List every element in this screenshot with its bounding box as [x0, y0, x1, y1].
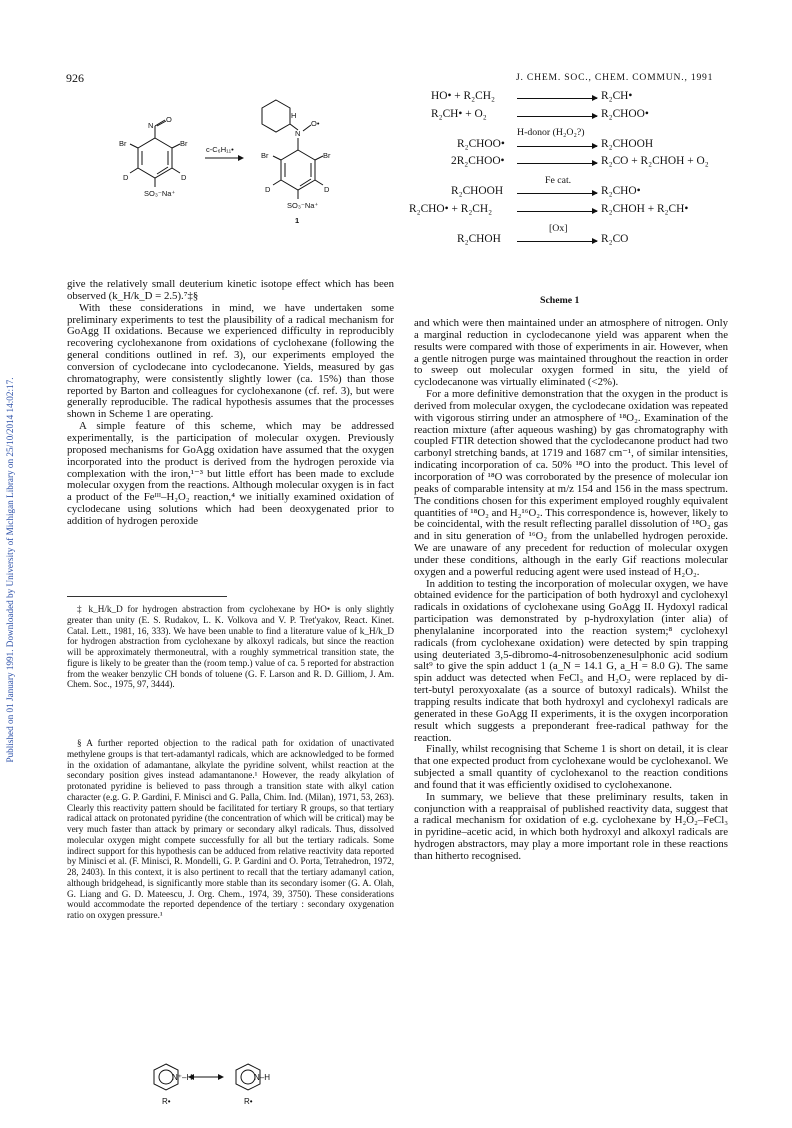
- paragraph: Finally, whilst recognising that Scheme 1 is short on detail, it is clear that one expected product from cyclohexane would be cyclohexanol. We subjected a small quantity of cyclohexanol to the reaction conditions and found that it was efficiently oxidised to cyclohexanone.: [414, 743, 728, 791]
- scheme-line-6-left: R₂CHO• + R₂CH₂: [409, 203, 493, 215]
- label-so3-right: SO₃⁻Na⁺: [287, 201, 319, 210]
- label-d-right-1: D: [265, 185, 271, 194]
- footnote-text: § A further reported objection to the radical path for oxidation of unactivated methylene groups is that tert-adamantyl radicals, which are acknowledged to be formed in the oxidation of adamantane, alkylate the pyridine solvent, whilst reaction at the secondary position gives instead adamantanone.¹ However, the ready alkylation of protonated pyridine is believed to pass through a transition state with alkyl cation character (e.g. G. P. Gardini, F. Minisci and G. Palla, Chim. Ind. (Milan), 1971, 53, 263). Clearly this reactivity pattern should be facilitated for tertiary R groups, so that tertiary radical attack on protonated pyridine (the concentration of which will be critical) may be very much faster than attack by primary or secondary alkyl radicals. Thus, dissolved molecular oxygen might compete successfully for all but the tertiary radicals. Some indirect support for this hypothesis can be adduced from relative reactivity data reported by Minisci et al. (F. Minisci, R. Mondelli, G. P. Gardini and O. Porta, Tetrahedron, 1972, 28, 2403). In this context, it is also pertinent to recall that the tertiary adamanyl cation, although bridgehead, is significantly more stable than its secondary isomer (G. A. Olah, G. Liang and G. D. Mateescu, J. Org. Chem., 1974, 39, 3750). These considerations would accommodate the reported dependence of the tertiary : secondary oxygenation ratio on oxygen pressure.¹: [67, 738, 394, 920]
- pyridinium-left-label: N⁺–H: [172, 1073, 193, 1082]
- scheme-line-2-left: R₂CH• + O₂: [431, 108, 487, 120]
- scheme-arrow-4: [517, 163, 597, 164]
- pyridinium-right-r: R•: [244, 1097, 253, 1106]
- scheme-line-6-right: R₂CHOH + R₂CH•: [601, 203, 689, 215]
- paragraph: In addition to testing the incorporation of molecular oxygen, we have obtained evidence for the participation of both hydroxyl and cyclohexyl radicals in oxidations of cyclohexane using GoAgg II. Hydoxyl radical participation was demonstrated by p-hydroxylation (inter alia) of phenylalanine incorporated into the reaction system;⁸ cyclohexyl radicals (from cyclohexane oxidation) were detected by spin trapping using deuteriated 3,5-dibromo-4-nitrosobenzenesulphonic acid sodium salt⁹ to give the spin adduct 1 (a_N = 14.1 G, a_H = 8.0 G). The same spin adduct was detected when FeCl₃ and H₂O₂ were replaced by di-tert-butyl peroxyoxalate (as a source of butoxyl radicals). Whilst the trapping results indicate that both hydroxyl and cyclohexyl radicals are generated in these GoAgg II experiments, it is the oxygen incorporation result which suggests a preponderant free-radical pathway for the reaction.: [414, 577, 728, 744]
- paragraph: In summary, we believe that these preliminary results, taken in conjunction with a reappraisal of published reactivity data, suggest that a radical mechanism for oxidation of e.g. cyclohexane by H₂O₂–FeCl₃ in pyridine–acetic acid, in which both hydroxyl and alkoxyl radicals are hydrogen abstractors, may play a more important role in these reactions than hitherto recognised.: [414, 790, 728, 862]
- paragraph: A simple feature of this scheme, which may be addressed experimentally, is the participation of molecular oxygen. Previously proposed mechanisms for GoAgg oxidation have assumed that the oxygen incorporated into the product is derived from the hydrogen peroxide via complexation with the iron,¹⁻³ but little effort has been made to exclude molecular oxygen from the reactions. Although molecular oxygen is in fact a product of the Feᴵᴵᴵ–H₂O₂ reaction,⁴ we initially examined oxidation of cyclodecane using solutions which had been deoxygenated prior to addition of hydrogen peroxide: [67, 420, 394, 527]
- scheme-arrow-3: [517, 146, 597, 147]
- label-d-right-2: D: [324, 185, 330, 194]
- label-n-left: N: [148, 121, 154, 130]
- paragraph: With these considerations in mind, we have undertaken some preliminary experiments to test the plausibility of a radical mechanism for GoAgg II oxidations. Because we experienced difficulty in reproducibly recovering cyclohexanone from oxidations of cyclohexane (following the general conditions outlined in ref. 3), our experiments employed the conversion of cyclodecane into cyclodecanone. Yields, measured by gas chromatography, were consistently slightly lower (ca. 15%) than those reported by Barton and colleagues for cyclohexanone (cf. ref. 3), but were generally reproducible. The radical hypothesis assumes that the processes shown in Scheme 1 are operating.: [67, 301, 394, 421]
- label-so3-left: SO₃⁻Na⁺: [144, 189, 176, 198]
- compound-number: 1: [295, 216, 300, 225]
- scheme-line-5-condition: Fe cat.: [545, 175, 572, 186]
- spin-trap-structure-diagram: [110, 90, 370, 230]
- label-o-left: O: [166, 115, 172, 124]
- scheme-line-3-right: R₂CHOOH: [601, 138, 654, 150]
- scheme-line-5-right: R₂CHO•: [601, 185, 641, 197]
- label-br-left-2: Br: [180, 139, 188, 148]
- label-o-radical: O•: [311, 119, 320, 128]
- scheme-line-1-left: HO• + R₂CH₂: [431, 90, 495, 102]
- page-number: 926: [66, 71, 84, 85]
- reagent-label: c-C₆H₁₁•: [206, 145, 234, 154]
- pyridinium-resonance-diagram: [150, 1060, 300, 1108]
- pyridinium-left-r: R•: [162, 1097, 171, 1106]
- label-n-right: N: [295, 129, 301, 138]
- label-br-left-1: Br: [119, 139, 127, 148]
- label-br-right-2: Br: [323, 151, 331, 160]
- scheme-line-1-right: R₂CH•: [601, 90, 633, 102]
- label-br-right-1: Br: [261, 151, 269, 160]
- scheme-line-3-condition: H-donor (H₂O₂?): [517, 127, 585, 138]
- scheme-arrow-7: [517, 241, 597, 242]
- scheme-line-7-right: R₂CO: [601, 233, 629, 245]
- paragraph: give the relatively small deuterium kinetic isotope effect which has been observed (k_H/k_D = 2.5).⁷‡§: [67, 278, 394, 302]
- footnote-section: [67, 738, 394, 921]
- scheme-1: [405, 88, 735, 288]
- right-column-body: [414, 318, 728, 863]
- scheme-arrow-1: [517, 98, 597, 99]
- scheme-caption: Scheme 1: [540, 295, 580, 306]
- scheme-arrow-6: [517, 211, 597, 212]
- scheme-line-7-condition: [Ox]: [549, 223, 568, 234]
- left-column-body: [67, 279, 394, 528]
- paragraph: For a more definitive demonstration that the oxygen in the product is derived from molecular oxygen, the cyclodecane oxidation was repeated with vigorous stirring under an atmosphere of ¹⁸O₂. Examination of the reaction mixture (after aqueous washing) by gas chromatography with coupled FTIR detection showed that the cyclodecanone product had two carbonyl stretching bands, at 1719 and 1687 cm⁻¹, of similar intensities, indicating incorporation of ca. 50% ¹⁸O into the product. This level of incorporation of ¹⁸O was corroborated by the presence of molecular ion peaks of comparable intensity at m/z 154 and 156 in the mass spectrum. The conditions chosen for this experiment employed roughly equivalent quantities of ¹⁸O₂ and H₂¹⁶O₂. This correspondence is, however, likely to be coincidental, with the result reflecting parallel dissolution of ¹⁸O₂ gas and in situ generation of ¹⁶O₂ from the unlabelled hydrogen peroxide. We are unaware of any precedent for reduction of molecular oxygen under these conditions, although in the early Gif reactions molecular oxygen and a powerful reducing agent were used instead of H₂O₂.: [414, 388, 729, 578]
- scheme-arrow-2: [517, 116, 597, 117]
- scheme-line-5-left: R₂CHOOH: [451, 185, 504, 197]
- footnote-text: ‡ k_H/k_D for hydrogen abstraction from cyclohexane by HO• is only slightly greater than unity (E. S. Rudakov, L. K. Volkova and V. P. Tret'yakov, React. Kinet. Catal. Lett., 1981, 16, 333). We have been unable to find a literature value of k_H/k_D for hydrogen abstraction from cyclohexane by alkoxyl radicals, but since the reaction will be approximately thermoneutral, with a roughly symmetrical transition state, the figure is likely to be greater than the (room temp.) value of ca. 5 reported for abstraction from the weaker benzylic CH bonds of toluene (G. F. Larson and R. D. Gilliom, J. Am. Chem. Soc., 1975, 97, 3444).: [67, 604, 394, 690]
- scheme-line-3-left: R₂CHOO•: [457, 138, 505, 150]
- paragraph: and which were then maintained under an atmosphere of nitrogen. Only a marginal reduction in cyclodecanone yield was apparent when the results were compared with those of experiments in air. However, when a gentle nitrogen purge was maintained throughout the reaction in order to sweep out molecular oxygen formed in situ, the yield of cyclodecanone was virtually eliminated (<2%).: [414, 317, 728, 389]
- label-d-left-1: D: [123, 173, 129, 182]
- journal-header: J. CHEM. SOC., CHEM. COMMUN., 1991: [516, 72, 714, 83]
- scheme-line-4-right: R₂CO + R₂CHOH + O₂: [601, 155, 709, 167]
- label-d-left-2: D: [181, 173, 187, 182]
- download-notice: Published on 01 January 1991. Downloaded by University of Michigan Library on 25/10/2014 14:02:17.: [5, 377, 15, 763]
- footnote-double-dagger: [67, 604, 394, 690]
- pyridinium-right-label: N–H: [254, 1073, 271, 1082]
- footnote-divider: [67, 596, 227, 597]
- scheme-arrow-5: [517, 193, 597, 194]
- scheme-line-2-right: R₂CHOO•: [601, 108, 649, 120]
- scheme-line-4-left: 2R₂CHOO•: [451, 155, 505, 167]
- label-h-right: H: [291, 111, 297, 120]
- scheme-line-7-left: R₂CHOH: [457, 233, 501, 245]
